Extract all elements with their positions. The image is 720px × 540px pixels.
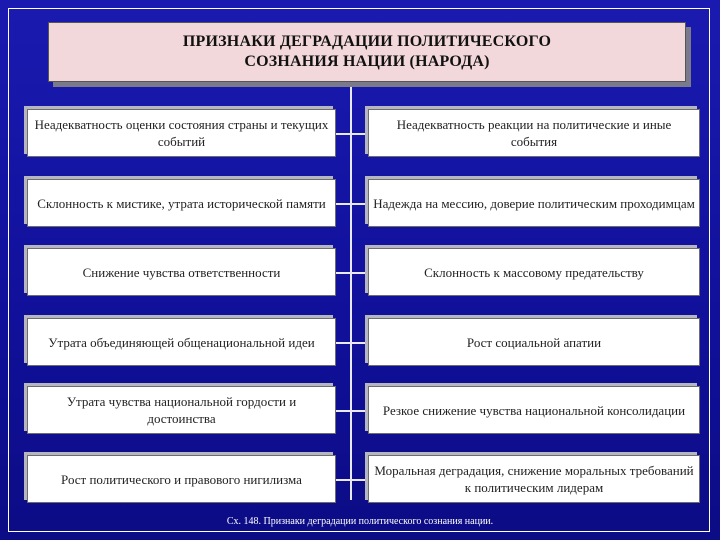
- connector-row-4: [336, 342, 368, 344]
- left-item-4: Утрата объединяющей общенациональной идеи: [27, 318, 336, 366]
- left-item-1: Неадекватность оценки состояния страны и текущих событий: [27, 109, 336, 157]
- connector-row-5: [336, 410, 368, 412]
- left-item-6: Рост политического и правового нигилизма: [27, 455, 336, 503]
- diagram-title: [48, 22, 686, 82]
- left-item-5: Утрата чувства национальной гордости и достоинства: [27, 386, 336, 434]
- right-item-5: Резкое снижение чувства национальной консолидации: [368, 386, 700, 434]
- left-item-2: Склонность к мистике, утрата исторической памяти: [27, 179, 336, 227]
- connector-row-2: [336, 203, 368, 205]
- connector-row-1: [336, 133, 368, 135]
- right-item-4: Рост социальной апатии: [368, 318, 700, 366]
- central-connector-line: [350, 80, 352, 500]
- right-item-1: Неадекватность реакции на политические и иные события: [368, 109, 700, 157]
- figure-caption: Сх. 148. Признаки деградации политического сознания нации.: [226, 516, 494, 527]
- connector-row-3: [336, 272, 368, 274]
- right-item-2: Надежда на мессию, доверие политическим проходимцам: [368, 179, 700, 227]
- left-item-3: Снижение чувства ответственности: [27, 248, 336, 296]
- title-line-1: ПРИЗНАКИ ДЕГРАДАЦИИ ПОЛИТИЧЕСКОГО: [182, 33, 552, 50]
- right-item-3: Склонность к массовому предательству: [368, 248, 700, 296]
- title-line-2: СОЗНАНИЯ НАЦИИ (НАРОДА): [244, 53, 490, 70]
- right-item-6: Моральная деградация, снижение моральных требований к политическим лидерам: [368, 455, 700, 503]
- connector-row-6: [336, 479, 368, 481]
